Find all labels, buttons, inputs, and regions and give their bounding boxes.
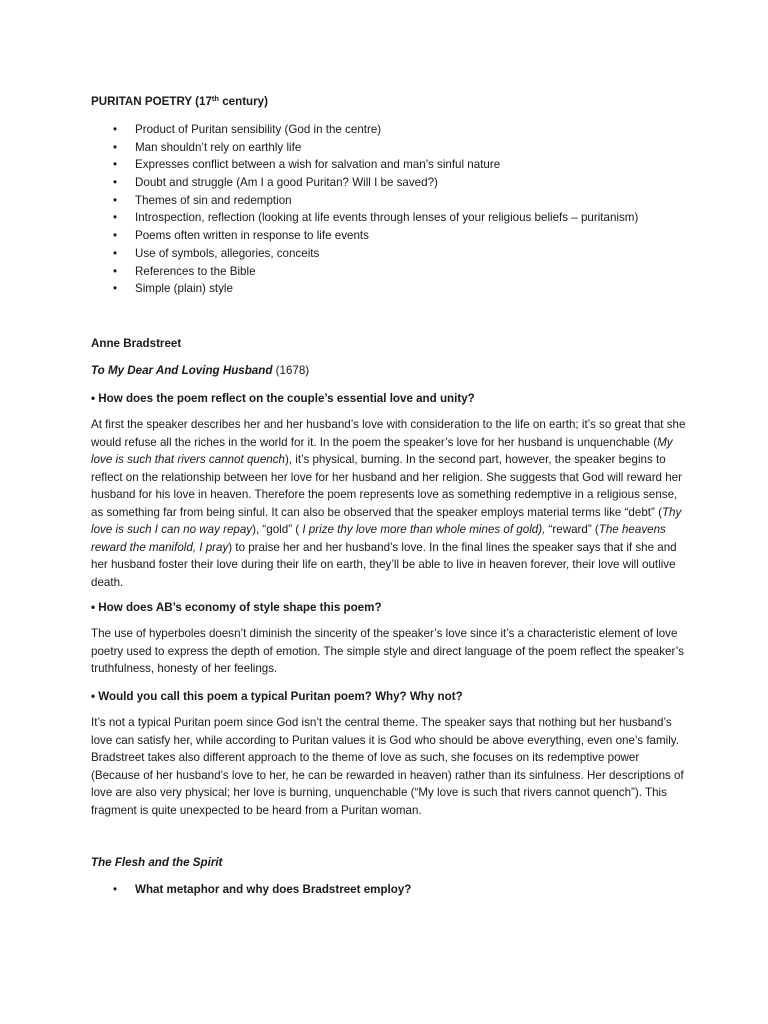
feature-list [91, 121, 691, 298]
bullet-icon: • [113, 211, 118, 225]
author-heading: Anne Bradstreet [91, 337, 182, 350]
bullet-icon: • [113, 193, 118, 207]
list-item-text: Expresses conflict between a wish for salvation and man’s sinful nature [135, 158, 501, 172]
question-2: • How does AB’s economy of style shape this poem? [91, 601, 382, 614]
bullet-icon: • [113, 264, 118, 278]
quote-text: The heavens reward the manifold, I pray [91, 523, 666, 554]
answer-text: At first the speaker describes her and her husband’s love with consideration to the life on earth; it’s so great that she would refuse all the riches in the world for it. In the poem the speaker’s love for her husband is unquenchable ( [91, 418, 686, 449]
list-item [91, 209, 691, 227]
heading-title-main: PURITAN POETRY (17 [91, 95, 212, 108]
poem-year: (1678) [272, 364, 310, 377]
list-item [91, 139, 691, 157]
list-item [91, 192, 691, 210]
list-item [91, 263, 691, 281]
list-item-text: Use of symbols, allegories, conceits [135, 246, 320, 260]
bullet-icon: • [113, 883, 118, 896]
answer-text: ), it’s physical, burning. In the second part, however, the speaker begins to reflect on the relationship between her love for her husband and her religion. She suggests that God will reward her husband for his love in heaven. Therefore the poem represents love as something redemptive in a religious sense, as something far from being sinful. It can also be observed that the speaker employs material terms like “debt” ( [91, 453, 682, 519]
answer-3-paragraph: It’s not a typical Puritan poem since God isn’t the central theme. The speaker says that nothing but her husband’s love can satisfy her, while according to Puritan values it is God who should be above everything, even one’s family. Bradstreet takes also different approach to the theme of love as such, she focuses on its redemptive power (Because of her husband’s love to her, he can be rewarded in heaven) rather than its sinfulness. Her descriptions of love are also very physical; her love is burning, unquenchable (“My love is such that rivers cannot quench”). This fragment is quite unexpected to be heard from a Puritan woman. [91, 716, 684, 817]
heading-title-end: century) [219, 95, 268, 108]
answer-text: ) to praise her and her husband’s love. In the final lines the speaker says that if she and her husband foster their love during their life on earth, they’ll be able to live in heaven forever, their love will outlive death. [91, 540, 677, 589]
bullet-icon: • [113, 282, 118, 296]
poem-title-line [91, 362, 691, 380]
bullet-icon: • [113, 246, 118, 260]
bullet-icon: • [113, 229, 118, 243]
poem-title: To My Dear And Loving Husband [91, 364, 273, 377]
bullet-icon: • [113, 176, 118, 190]
bullet-icon: • [113, 123, 118, 136]
list-item-text: Simple (plain) style [135, 282, 233, 296]
list-item-text: Doubt and struggle (Am I a good Puritan? Will I be saved?) [135, 176, 438, 190]
quote-text: Thy love is such I can no way repay [91, 505, 682, 536]
quote-text: My love is such that rivers cannot quench [91, 435, 673, 466]
list-item [91, 156, 691, 174]
answer-2-paragraph: The use of hyperboles doesn’t diminish the sincerity of the speaker’s love since it’s a characteristic element of love poetry used to express the depth of emotion. The simple style and direct language of the poem reflect the speaker’s truthfulness, honesty of her feelings. [91, 627, 684, 675]
list-item-text: Product of Puritan sensibility (God in the centre) [135, 123, 382, 136]
list-item-text: References to the Bible [135, 264, 256, 278]
answer-text: “reward” ( [545, 523, 599, 536]
list-item [91, 227, 691, 245]
poem-2-title: The Flesh and the Spirit [91, 856, 223, 869]
list-item-text: Man shouldn’t rely on earthly life [135, 140, 302, 154]
list-item-text: Themes of sin and redemption [135, 193, 292, 207]
quote-text: I prize thy love more than whole mines of gold), [302, 523, 546, 536]
list-item [91, 121, 691, 139]
section-heading [91, 93, 691, 111]
question-4: What metaphor and why does Bradstreet employ? [135, 883, 412, 896]
heading-title-superscript: th [211, 94, 219, 103]
question-3: • Would you call this poem a typical Puritan poem? Why? Why not? [91, 690, 463, 703]
list-item [91, 280, 691, 298]
answer-text: ), “gold” ( [252, 523, 303, 536]
answer-1-paragraph [91, 416, 691, 591]
list-item [91, 174, 691, 192]
question-1: • How does the poem reflect on the couple’s essential love and unity? [91, 392, 475, 405]
bullet-icon: • [113, 140, 118, 154]
list-item-text: Poems often written in response to life events [135, 229, 369, 243]
bullet-icon: • [113, 158, 118, 172]
list-item-text: Introspection, reflection (looking at life events through lenses of your religious beliefs – puritanism) [135, 211, 639, 225]
list-item [91, 245, 691, 263]
